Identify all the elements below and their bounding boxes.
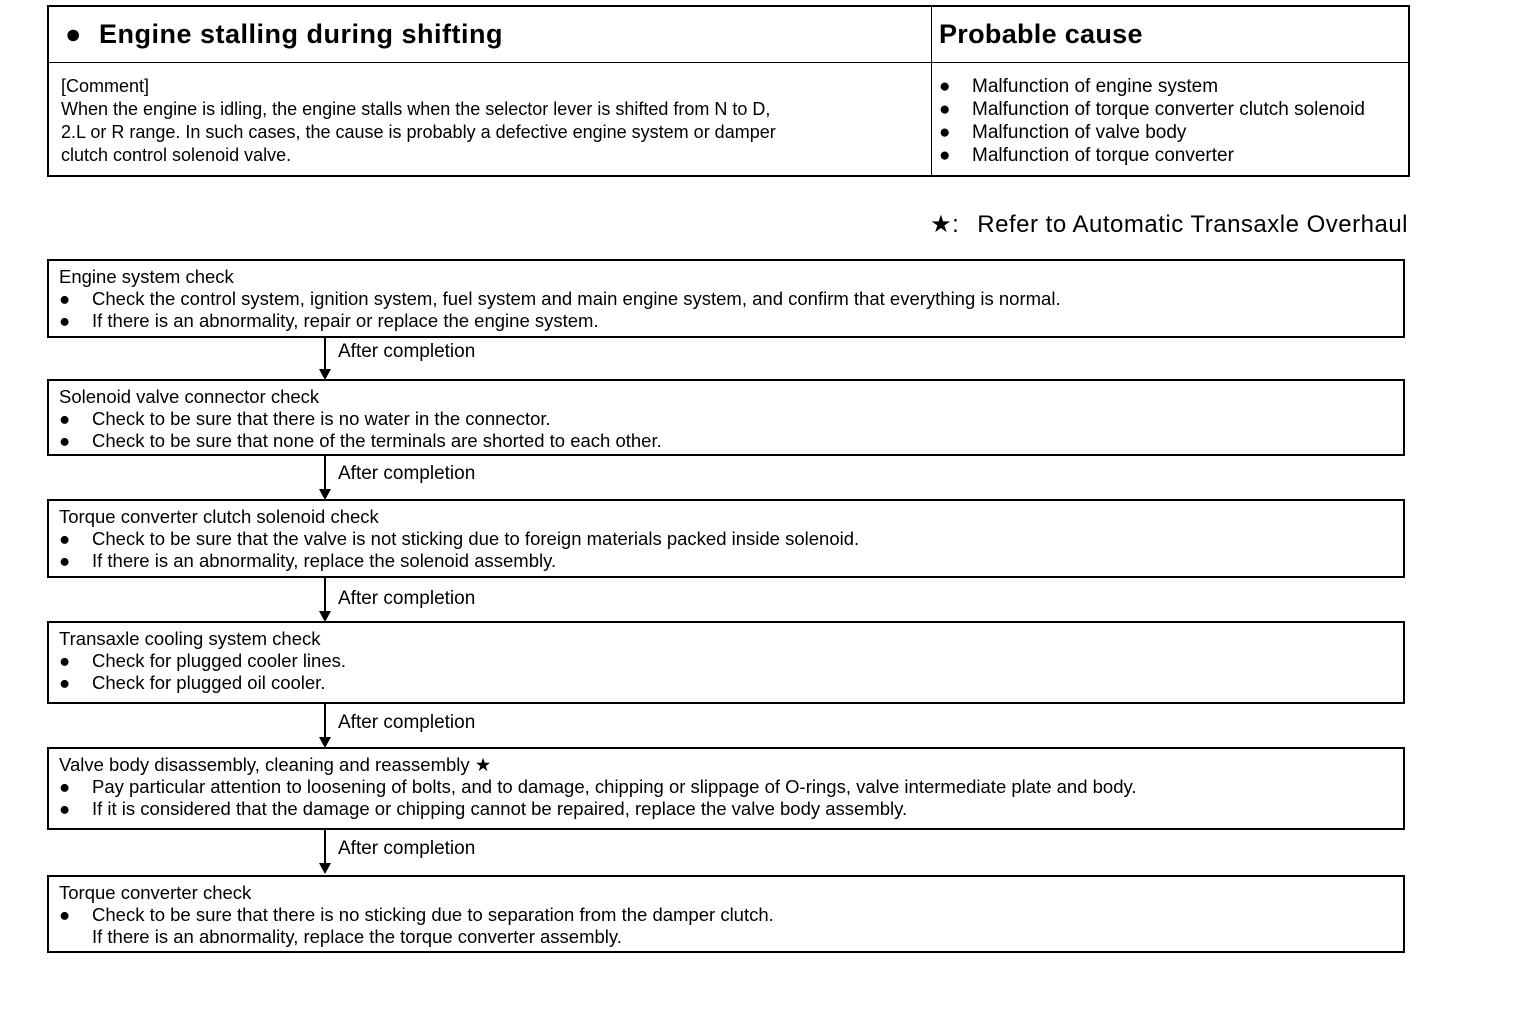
comment-line: clutch control solenoid valve. bbox=[61, 145, 292, 165]
cause-item bbox=[939, 144, 1365, 167]
step-item bbox=[59, 798, 1393, 820]
step-item-text: If it is considered that the damage or chipping cannot be repaired, replace the valve body assembly. bbox=[92, 798, 908, 819]
bullet-icon: ● bbox=[59, 904, 71, 925]
step-item bbox=[59, 672, 1393, 694]
step-cooling-system-check bbox=[47, 621, 1405, 704]
after-completion-label: After completion bbox=[338, 838, 476, 859]
after-completion-label: After completion bbox=[338, 341, 476, 362]
flow-arrow-down-icon bbox=[324, 578, 326, 620]
reference-note bbox=[930, 210, 1408, 239]
after-completion-label: After completion bbox=[338, 588, 476, 609]
step-title: Engine system check bbox=[59, 266, 234, 287]
cause-text: Malfunction of torque converter clutch solenoid bbox=[972, 99, 1365, 120]
comment-label: [Comment] bbox=[61, 76, 150, 96]
bullet-icon: ● bbox=[65, 19, 82, 49]
step-item bbox=[59, 288, 1393, 310]
step-item-text: Check to be sure that the valve is not sticking due to foreign materials packed inside solenoid. bbox=[92, 528, 860, 549]
step-item-text: Check to be sure that none of the terminals are shorted to each other. bbox=[92, 430, 662, 451]
flow-arrow-down-icon bbox=[324, 456, 326, 498]
bullet-icon: ● bbox=[59, 528, 71, 549]
flow-arrow-down-icon bbox=[324, 704, 326, 746]
step-item-text: Check to be sure that there is no sticking due to separation from the damper clutch. bbox=[92, 904, 774, 925]
step-valve-body-service bbox=[47, 747, 1405, 830]
flow-arrow-down-icon bbox=[324, 830, 326, 872]
step-item bbox=[59, 430, 1393, 452]
step-title: Torque converter clutch solenoid check bbox=[59, 506, 379, 527]
symptom-table bbox=[47, 5, 1410, 177]
step-torque-converter-check bbox=[47, 875, 1405, 953]
step-item-text: Check for plugged cooler lines. bbox=[92, 650, 347, 671]
step-item bbox=[59, 528, 1393, 550]
bullet-icon: ● bbox=[939, 145, 951, 166]
step-item bbox=[59, 904, 1393, 926]
cause-item bbox=[939, 121, 1365, 144]
symptom-title bbox=[65, 19, 503, 50]
reference-text: Refer to Automatic Transaxle Overhaul bbox=[977, 211, 1408, 238]
comment-line: 2.L or R range. In such cases, the cause is probably a defective engine system or damper bbox=[61, 122, 776, 142]
bullet-icon: ● bbox=[59, 650, 71, 671]
step-item-text: Pay particular attention to loosening of bolts, and to damage, chipping or slippage of O-rings, valve intermediate plate and body. bbox=[92, 776, 1137, 797]
bullet-icon: ● bbox=[939, 99, 951, 120]
flow-arrow-down-icon bbox=[324, 338, 326, 378]
bullet-icon: ● bbox=[59, 798, 71, 819]
step-tcc-solenoid-check bbox=[47, 499, 1405, 578]
bullet-icon: ● bbox=[59, 310, 71, 331]
after-completion-label: After completion bbox=[338, 463, 476, 484]
step-item-text: If there is an abnormality, repair or replace the engine system. bbox=[92, 310, 599, 331]
cause-text: Malfunction of valve body bbox=[972, 122, 1187, 143]
comment-line: When the engine is idling, the engine stalls when the selector lever is shifted from N to D, bbox=[61, 99, 771, 119]
star-icon: ★: bbox=[930, 211, 960, 238]
cause-text: Malfunction of torque converter bbox=[972, 145, 1234, 166]
step-title: Torque converter check bbox=[59, 882, 252, 903]
table-divider-vertical bbox=[931, 7, 932, 175]
step-continuation-text: If there is an abnormality, replace the torque converter assembly. bbox=[92, 926, 622, 947]
step-item-text: If there is an abnormality, replace the solenoid assembly. bbox=[92, 550, 557, 571]
table-divider-horizontal bbox=[49, 62, 1408, 63]
comment-block bbox=[61, 75, 923, 167]
step-item-text: Check to be sure that there is no water in the connector. bbox=[92, 408, 551, 429]
step-item-text: Check the control system, ignition system, fuel system and main engine system, and confirm that everything is normal. bbox=[92, 288, 1061, 309]
step-engine-system-check bbox=[47, 259, 1405, 338]
step-title: Valve body disassembly, cleaning and reassembly ★ bbox=[59, 754, 492, 775]
after-completion-label: After completion bbox=[338, 712, 476, 733]
step-item-text: Check for plugged oil cooler. bbox=[92, 672, 326, 693]
step-item bbox=[59, 408, 1393, 430]
symptom-title-text: Engine stalling during shifting bbox=[99, 19, 503, 49]
probable-cause-heading: Probable cause bbox=[939, 19, 1143, 49]
step-item bbox=[59, 776, 1393, 798]
bullet-icon: ● bbox=[59, 672, 71, 693]
step-item bbox=[59, 310, 1393, 332]
bullet-icon: ● bbox=[59, 408, 71, 429]
probable-cause-list bbox=[939, 75, 1365, 167]
bullet-icon: ● bbox=[939, 122, 951, 143]
bullet-icon: ● bbox=[59, 430, 71, 451]
bullet-icon: ● bbox=[59, 776, 71, 797]
step-solenoid-connector-check bbox=[47, 379, 1405, 456]
step-title: Solenoid valve connector check bbox=[59, 386, 320, 407]
bullet-icon: ● bbox=[59, 550, 71, 571]
cause-item bbox=[939, 75, 1365, 98]
step-title: Transaxle cooling system check bbox=[59, 628, 321, 649]
cause-text: Malfunction of engine system bbox=[972, 76, 1219, 97]
cause-item bbox=[939, 98, 1365, 121]
step-item bbox=[59, 650, 1393, 672]
bullet-icon: ● bbox=[939, 76, 951, 97]
bullet-icon: ● bbox=[59, 288, 71, 309]
step-item bbox=[59, 550, 1393, 572]
